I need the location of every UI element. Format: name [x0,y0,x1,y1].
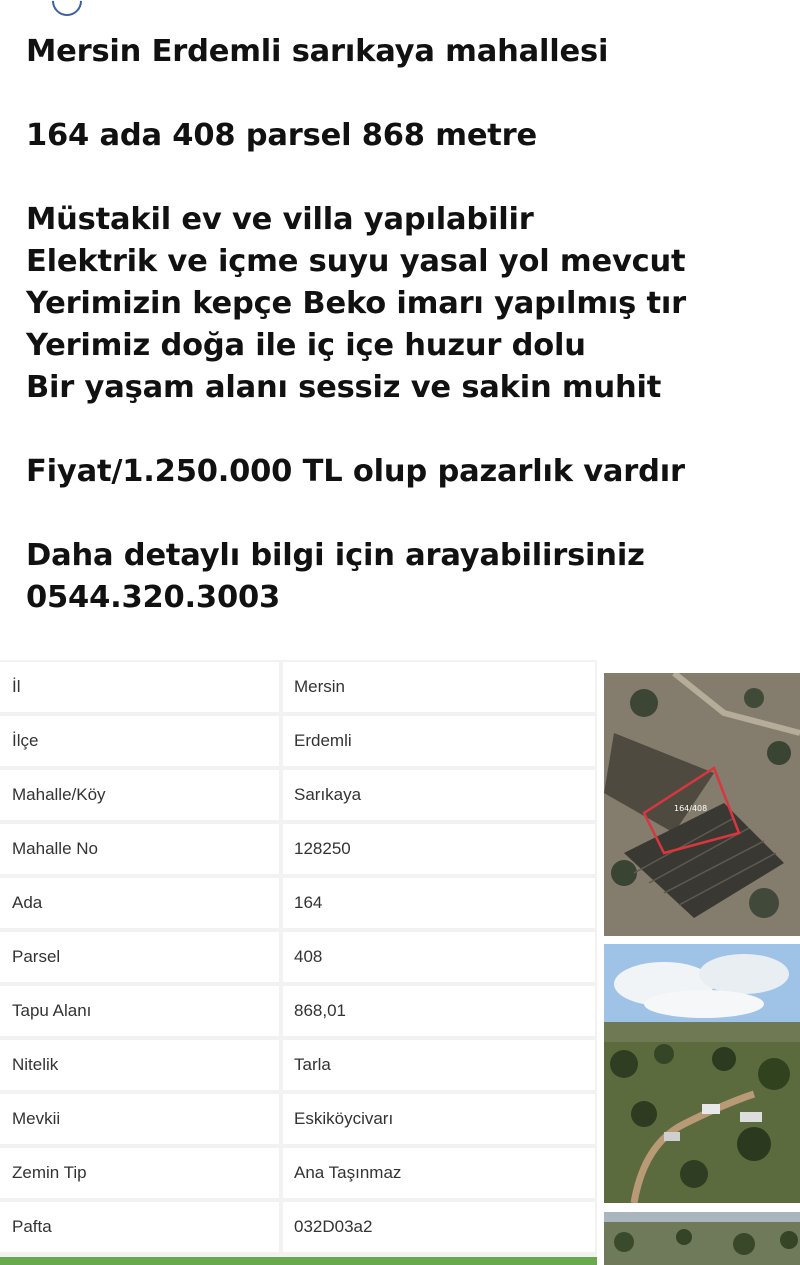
listing-text [26,31,790,619]
row-key: Zemin Tip [0,1148,279,1198]
listing-parcel-info: 164 ada 408 parsel 868 metre [26,118,538,153]
row-key: Parsel [0,932,279,982]
satellite-parcel-label: 164/408 [674,804,708,813]
row-value: 868,01 [283,986,595,1036]
row-value: 164 [283,878,595,928]
table-row [0,1038,597,1092]
table-row [0,1146,597,1200]
row-value: 128250 [283,824,595,874]
table-row [0,1200,597,1254]
row-key: Mahalle No [0,824,279,874]
row-value: Tarla [283,1040,595,1090]
row-value: Sarıkaya [283,770,595,820]
top-edge-icon [46,0,88,22]
table-row [0,822,597,876]
aerial-landscape-photo[interactable] [604,944,800,1203]
row-key: İl [0,662,279,712]
row-key: Mevkii [0,1094,279,1144]
listing-phone[interactable]: 0544.320.3003 [26,580,281,615]
row-key: Nitelik [0,1040,279,1090]
table-row [0,1092,597,1146]
listing-feature-1: Müstakil ev ve villa yapılabilir [26,202,534,237]
row-value: Erdemli [283,716,595,766]
table-row [0,768,597,822]
row-value: 408 [283,932,595,982]
row-key: İlçe [0,716,279,766]
listing-feature-5: Bir yaşam alanı sessiz ve sakin muhit [26,370,662,405]
landscape-photo-partial[interactable] [604,1212,800,1265]
row-value: Eskiköycivarı [283,1094,595,1144]
row-key: Mahalle/Köy [0,770,279,820]
row-key: Pafta [0,1202,279,1252]
listing-feature-3: Yerimizin kepçe Beko imarı yapılmış tır [26,286,686,321]
listing-title: Mersin Erdemli sarıkaya mahallesi [26,34,609,69]
table-row [0,984,597,1038]
listing-feature-2: Elektrik ve içme suyu yasal yol mevcut [26,244,686,279]
listing-contact: Daha detaylı bilgi için arayabilirsiniz [26,538,645,573]
table-row [0,660,597,714]
table-row [0,930,597,984]
row-value: Ana Taşınmaz [283,1148,595,1198]
parcel-table [0,660,597,1265]
listing-price: Fiyat/1.250.000 TL olup pazarlık vardır [26,454,685,489]
row-value: Mersin [283,662,595,712]
row-key: Ada [0,878,279,928]
table-footer-bar [0,1257,597,1265]
table-row [0,714,597,768]
table-row [0,876,597,930]
listing-feature-4: Yerimiz doğa ile iç içe huzur dolu [26,328,586,363]
row-value: 032D03a2 [283,1202,595,1252]
satellite-photo[interactable] [604,673,800,936]
row-key: Tapu Alanı [0,986,279,1036]
